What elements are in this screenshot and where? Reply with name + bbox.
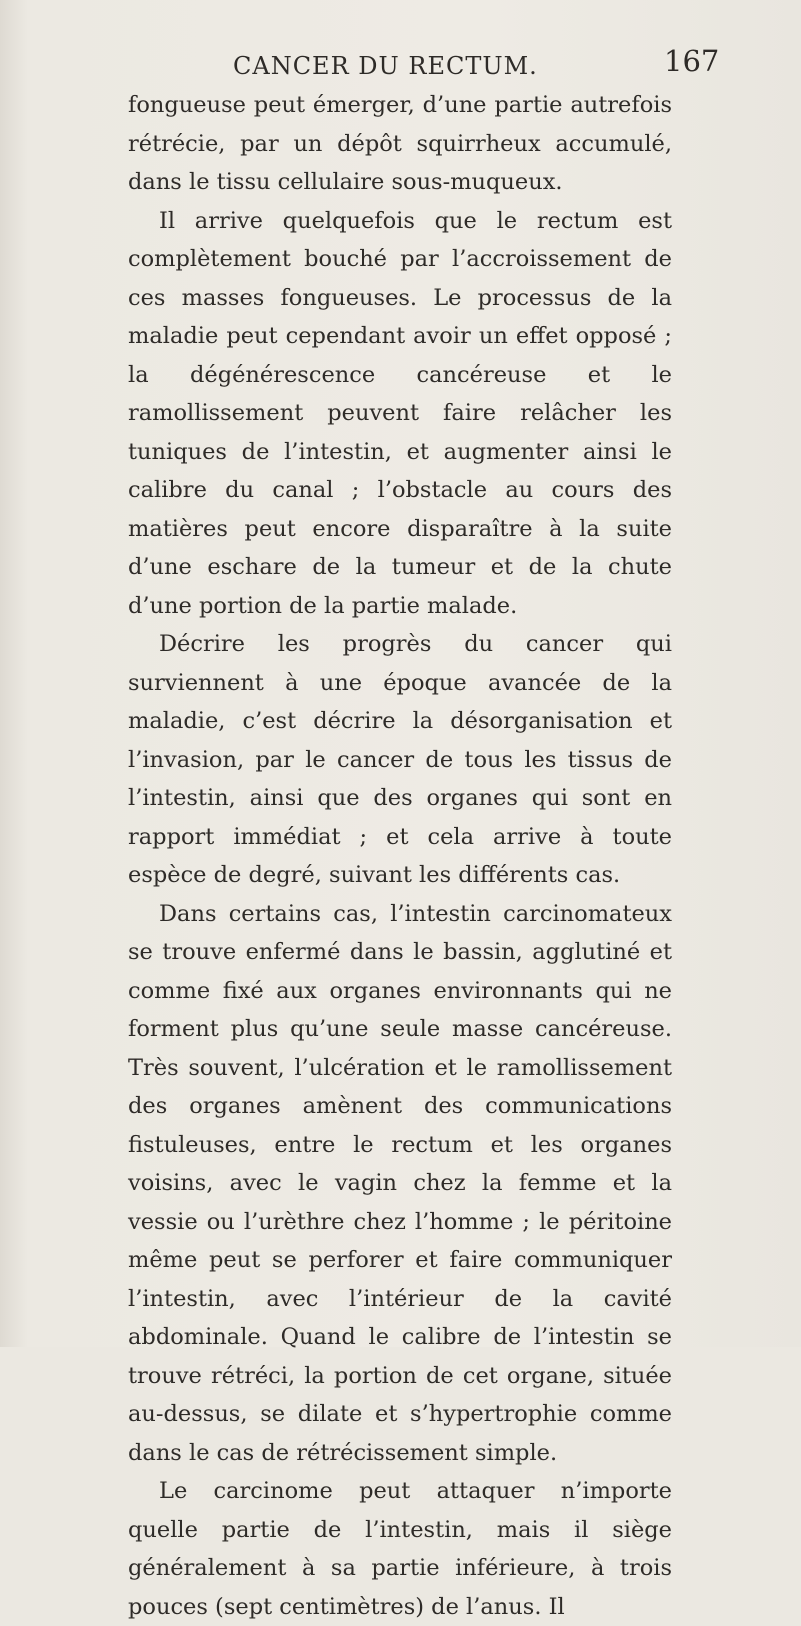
paragraph: Dans certains cas, l’intestin carcinomateux se trouve enfermé dans le bassin, agglutiné et comme fixé aux organes environnants qui ne forment plus qu’une seule masse cancéreuse. Très souvent, l’ulcération et le ramollissement des organes amènent des communications fistuleuses, entre le rectum et les organes voisins, avec le vagin chez la femme et la vessie ou l’urèthre chez l’homme ; le péritoine même peut se perforer et faire communiquer l’intestin, avec l’intérieur de la cavité abdominale. Quand le calibre de l’intestin se trouve rétréci, la portion de cet organe, située au-dessus, se dilate et s’hypertrophie comme dans le cas de rétrécissement simple. xyxy=(128,900,672,1466)
page-number: 167 xyxy=(664,44,720,78)
paragraph: Décrire les progrès du cancer qui surviennent à une époque avancée de la maladie, c’est décrire la désorganisation et l’invasion, par le cancer de tous les tissus de l’intestin, ainsi que des organes qui sont en rapport immédiat ; et cela arrive à toute espèce de degré, suivant les différents cas. xyxy=(128,631,672,888)
page-header xyxy=(0,44,801,90)
paragraph: Le carcinome peut attaquer n’importe quelle partie de l’intestin, mais il siège généralement à sa partie inférieure, à trois pouces (sept centimètres) de l’anus. Il xyxy=(128,1478,672,1620)
paragraph-continuation: fongueuse peut émerger, d’une partie autrefois rétrécie, par un dépôt squirrheux accumulé, dans le tissu cellulaire sous-muqueux. xyxy=(128,92,672,195)
paragraph: Il arrive quelquefois que le rectum est complètement bouché par l’accroissement de ces masses fongueuses. Le processus de la maladie peut cependant avoir un effet opposé ; la dégénérescence cancéreuse et le ramollissement peuvent faire relâcher les tuniques de l’intestin, et augmenter ainsi le calibre du canal ; l’obstacle au cours des matières peut encore disparaître à la suite d’une eschare de la tumeur et de la chute d’une portion de la partie malade. xyxy=(128,207,672,619)
body-text xyxy=(128,86,672,1626)
running-title: CANCER DU RECTUM. xyxy=(233,52,538,80)
